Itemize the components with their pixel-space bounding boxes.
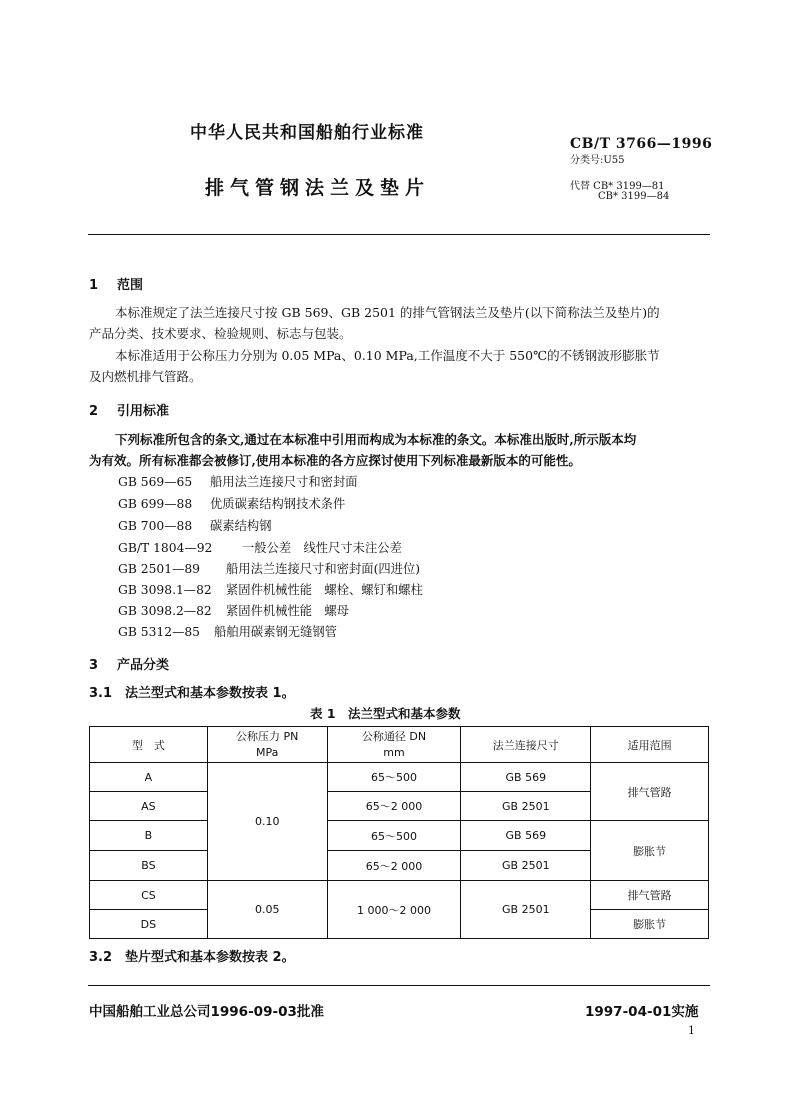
- cell-type: B: [90, 821, 208, 851]
- cell-type: CS: [90, 881, 208, 910]
- replaces-line-1: 代替 CB* 3199—81: [570, 181, 665, 192]
- reference-item: [118, 472, 358, 490]
- cell-scope: 膨胀节: [591, 821, 709, 881]
- section-2-heading: [89, 400, 169, 419]
- reference-code: GB 700—88: [118, 519, 193, 533]
- reference-item: [118, 516, 272, 534]
- table-caption: 表 1 法兰型式和基本参数: [310, 706, 461, 721]
- standard-code: CB/T 3766—1996: [570, 136, 713, 152]
- header-nominal-pressure: [207, 727, 327, 763]
- table-header-row: [90, 727, 709, 763]
- classification-number: 分类号:U55: [570, 155, 625, 166]
- section-number: 3: [89, 658, 99, 673]
- paragraph-line: 下列标准所包含的条文,通过在本标准中引用而构成为本标准的条文。本标准出版时,所示版本均: [115, 432, 637, 447]
- effective-date: 1997-04-01实施: [585, 1004, 699, 1020]
- reference-code: GB 3098.2—82: [118, 604, 212, 618]
- section-title: 范围: [117, 278, 144, 293]
- cell-connection: GB 569: [461, 821, 591, 851]
- flange-parameters-table: [89, 726, 709, 939]
- header-unit: MPa: [256, 745, 279, 759]
- cell-scope: 膨胀节: [591, 910, 709, 939]
- approval-line: 中国船舶工业总公司1996-09-03批准: [89, 1004, 324, 1020]
- cell-type: DS: [90, 910, 208, 939]
- header-line: 公称通径 DN: [361, 729, 427, 743]
- header-unit: mm: [383, 745, 405, 759]
- section-1-heading: [89, 274, 143, 293]
- table-row: [90, 821, 709, 851]
- paragraph-line: 及内燃机排气管路。: [89, 369, 202, 384]
- reference-name: 紧固件机械性能 螺母: [226, 604, 349, 618]
- reference-name: 一般公差 线性尺寸未注公差: [242, 541, 402, 555]
- paragraph-line: 本标准规定了法兰连接尺寸按 GB 569、GB 2501 的排气管钢法兰及垫片(以下简称法兰及垫片)的: [115, 305, 660, 320]
- cell-diameter: 1 000～2 000: [327, 881, 461, 939]
- cell-connection: GB 2501: [461, 881, 591, 939]
- section-number: 1: [89, 278, 99, 293]
- document-title: 排气管钢法兰及垫片: [205, 177, 431, 199]
- header-line: 公称压力 PN: [236, 729, 299, 743]
- paragraph-line: 为有效。所有标准都会被修订,使用本标准的各方应探讨使用下列标准最新版本的可能性。: [89, 453, 581, 468]
- cell-connection: GB 569: [461, 763, 591, 792]
- cell-pressure: 0.05: [207, 881, 327, 939]
- reference-item: [118, 580, 423, 598]
- replaces-line-2: CB* 3199—84: [598, 191, 670, 202]
- paragraph-line: 本标准适用于公称压力分别为 0.05 MPa、0.10 MPa,工作温度不大于 550℃的不锈钢波形膨胀节: [115, 348, 660, 363]
- cell-diameter: 65～500: [327, 763, 461, 792]
- cell-diameter: 65～500: [327, 821, 461, 851]
- page-number: 1: [688, 1024, 695, 1037]
- reference-item: [118, 494, 345, 512]
- cell-scope: 排气管路: [591, 763, 709, 821]
- clause-3-1: 3.1 法兰型式和基本参数按表 1。: [89, 686, 295, 701]
- reference-name: 船用法兰连接尺寸和密封面: [210, 475, 358, 489]
- reference-item: [118, 601, 349, 619]
- section-3-heading: [89, 654, 169, 673]
- reference-name: 紧固件机械性能 螺栓、螺钉和螺柱: [226, 583, 423, 597]
- cell-connection: GB 2501: [461, 851, 591, 881]
- cell-type: BS: [90, 851, 208, 881]
- reference-name: 优质碳素结构钢技术条件: [210, 497, 346, 511]
- section-number: 2: [89, 404, 99, 419]
- cell-diameter: 65～2 000: [327, 851, 461, 881]
- cell-scope: 排气管路: [591, 881, 709, 910]
- reference-code: GB 2501—89: [118, 562, 201, 576]
- reference-code: GB 5312—85: [118, 625, 201, 639]
- reference-item: [118, 622, 337, 640]
- header-type: 型 式: [90, 727, 208, 763]
- cell-type: AS: [90, 792, 208, 821]
- table-row: [90, 763, 709, 792]
- section-title: 引用标准: [117, 404, 170, 419]
- cell-pressure: 0.10: [207, 763, 327, 881]
- header-connection-size: 法兰连接尺寸: [461, 727, 591, 763]
- reference-name: 碳素结构钢: [210, 519, 272, 533]
- table-row: [90, 881, 709, 910]
- paragraph-line: 产品分类、技术要求、检验规则、标志与包装。: [89, 326, 352, 341]
- clause-3-2: 3.2 垫片型式和基本参数按表 2。: [89, 950, 295, 965]
- header-nominal-diameter: [327, 727, 461, 763]
- footer-divider: [88, 985, 710, 986]
- cell-connection: GB 2501: [461, 792, 591, 821]
- header-scope: 适用范围: [591, 727, 709, 763]
- reference-name: 船舶用碳素钢无缝钢管: [214, 625, 337, 639]
- cell-diameter: 65～2 000: [327, 792, 461, 821]
- reference-item: [118, 538, 402, 556]
- reference-code: GB/T 1804—92: [118, 541, 213, 555]
- reference-item: [118, 559, 420, 577]
- section-title: 产品分类: [117, 658, 170, 673]
- reference-code: GB 3098.1—82: [118, 583, 212, 597]
- issuing-body: 中华人民共和国船舶行业标准: [190, 123, 424, 143]
- header-divider: [88, 234, 710, 235]
- cell-type: A: [90, 763, 208, 792]
- reference-code: GB 699—88: [118, 497, 193, 511]
- reference-name: 船用法兰连接尺寸和密封面(四进位): [226, 562, 421, 576]
- reference-code: GB 569—65: [118, 475, 193, 489]
